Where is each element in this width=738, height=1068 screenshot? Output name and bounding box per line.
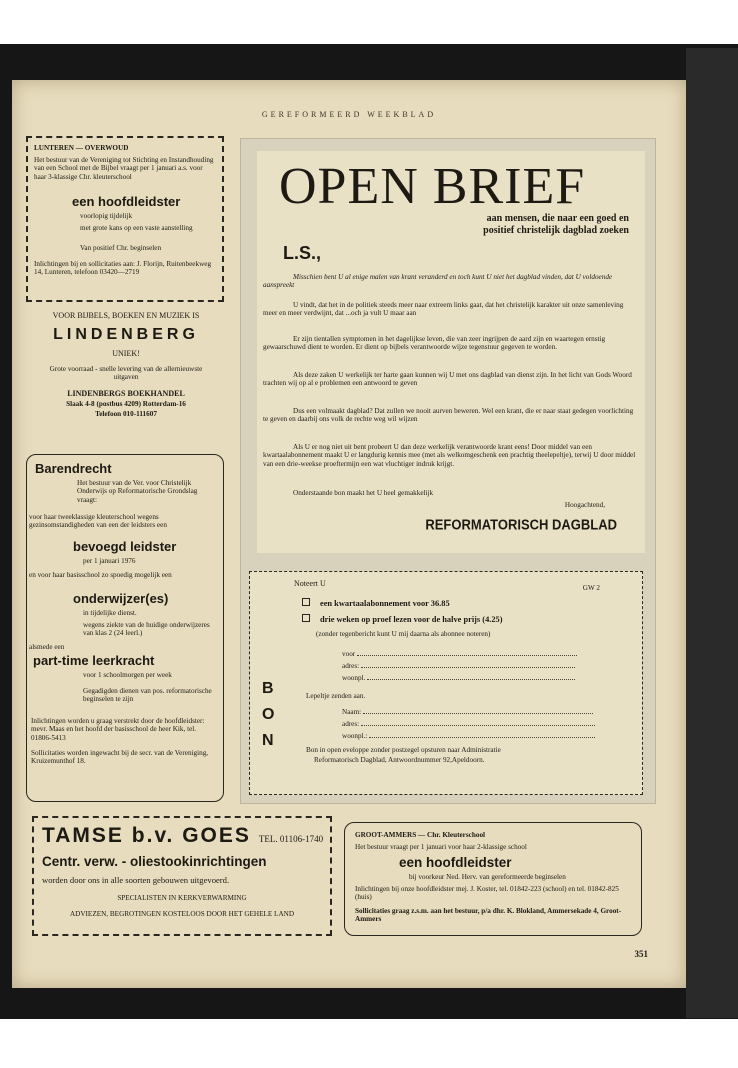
barendrecht-r2a: in tijdelijke dienst.	[83, 609, 137, 617]
tamse-ad	[32, 816, 332, 936]
lunteren-l1: voorlopig tijdelijk	[80, 212, 133, 220]
bon-option-kwartaal[interactable]	[302, 598, 450, 608]
bon-footer2: Reformatorisch Dagblad, Antwoordnummer 92,Apeldoorn.	[314, 756, 485, 764]
barendrecht-solicit: Sollicitaties worden ingewacht bij de secr. van de Vereniging, Kruizemunthof 18.	[31, 749, 209, 766]
open-brief-ad	[240, 138, 656, 804]
lindenberg-tel: Telefoon 010-111607	[95, 410, 157, 419]
bon-field-woonpl2-line[interactable]	[369, 737, 595, 738]
lindenberg-ad	[26, 312, 226, 452]
bon-letter-b: B	[262, 680, 274, 697]
barendrecht-role2: onderwijzer(es)	[73, 591, 169, 606]
barendrecht-date1: per 1 januari 1976	[83, 557, 136, 565]
bon-field-voor-line[interactable]	[357, 655, 577, 656]
bon-letter-o: O	[262, 706, 275, 723]
bon-field-voor[interactable]	[342, 650, 577, 658]
tamse-line1: Centr. verw. - oliestookinrichtingen	[42, 854, 267, 869]
open-brief-letter	[257, 151, 645, 553]
tamse-line3: SPECIALISTEN IN KERKVERWARMING	[117, 894, 247, 902]
lindenberg-name: LINDENBERG	[53, 326, 199, 344]
barendrecht-info: Inlichtingen worden u graag verstrekt door de hoofdleidster: mevr. Maas en het hoofd der basisschool de heer Kik, tel. 01806-5413	[31, 717, 205, 742]
bon-option-proef[interactable]	[302, 614, 503, 624]
bon-field-naam-line[interactable]	[363, 713, 593, 714]
barendrecht-role3: part-time leerkracht	[33, 653, 155, 668]
bon-field-woonpl2-label: woonpl.:	[342, 732, 368, 740]
bon-field-adres-line[interactable]	[361, 667, 575, 668]
bon-field-adres-label: adres:	[342, 662, 360, 670]
checkbox-icon[interactable]	[302, 598, 310, 606]
page-number: 351	[634, 949, 648, 959]
open-brief-p2: U vindt, dat het in de politiek steeds meer naar extreem links gaat, dat het christelijk karakter uit onze samenleving meer en meer verdwijnt, dat ...och ja vult U maar aan	[263, 301, 624, 318]
barendrecht-title: Barendrecht	[35, 461, 112, 476]
tamse-header	[42, 824, 323, 848]
bon-field-woonpl-label: woonpl.	[342, 674, 366, 682]
lindenberg-desc: Grote voorraad - snelle levering van de allernieuwste uitgaven	[49, 364, 203, 382]
bon-option-kwartaal-label: een kwartaalabonnement voor 36.85	[320, 599, 450, 608]
lindenberg-top: VOOR BIJBELS, BOEKEN EN MUZIEK IS	[52, 311, 200, 320]
barendrecht-r2b: wegens ziekte van de huidige onderwijzeres van klas 2 (24 leerl.)	[83, 621, 210, 638]
bon-field-adres[interactable]	[342, 662, 575, 670]
groot-ammers-role: een hoofdleidster	[399, 855, 512, 870]
bon-footer1: Bon in open eveloppe zonder postzegel opsturen naar Administratie	[306, 746, 501, 754]
lunteren-l3: Van positief Chr. beginselen	[80, 244, 162, 252]
bon-note: (zonder tegenbericht kunt U mij daarna als abonnee noteren)	[316, 630, 491, 638]
bon-field-adres2-label: adres:	[342, 720, 360, 728]
checkbox-icon[interactable]	[302, 614, 310, 622]
groot-ammers-intro: Het bestuur vraagt per 1 januari voor haar 2-klassige school	[355, 843, 527, 851]
newspaper-page	[12, 80, 686, 988]
lindenberg-uniek: UNIEK!	[112, 349, 140, 359]
bon-field-naam[interactable]	[342, 708, 593, 716]
bon-field-woonpl2[interactable]	[342, 732, 595, 740]
barendrecht-also: alsmede een	[29, 643, 65, 651]
lunteren-l2: met grote kans op een vaste aanstelling	[80, 224, 193, 232]
open-brief-p4: Als deze zaken U werkelijk ter harte gaan kunnen wij U met ons dagblad van dienst zijn. In het licht van Gods Woord trachten wij op al e problemen een antwoord te geven	[263, 371, 632, 388]
bon-code: GW 2	[582, 584, 600, 592]
bon-field-naam-label: Naam:	[342, 708, 362, 716]
bon-noteer: Noteert U	[294, 579, 326, 588]
tamse-line4: ADVIEZEN, BEGROTINGEN KOSTELOOS DOOR HET GEHELE LAND	[69, 910, 295, 918]
open-brief-p5: Dus een volmaakt dagblad? Dat zullen we nooit aurven beweren. Wel een krant, die er naar staat gedegen voorlichting te geven en daarbij ons volk de rechte weg wil wijzen	[263, 407, 634, 424]
bon-field-voor-label: voor	[342, 650, 356, 658]
bon-coupon[interactable]	[249, 571, 643, 795]
tamse-tel: TEL. 01106-1740	[258, 834, 324, 844]
bon-field-adres2[interactable]	[342, 720, 595, 728]
barendrecht-r3b: Gegadigden dienen van pos. reformatorische beginselen te zijn	[83, 687, 212, 704]
bon-letter-n: N	[262, 732, 274, 749]
groot-ammers-title: GROOT-AMMERS — Chr. Kleuterschool	[355, 831, 486, 839]
open-brief-title: OPEN BRIEF	[279, 158, 586, 215]
lunteren-intro: Het bestuur van de Vereniging tot Stichting en Instandhouding van een School met de Bijbel vraagt per 1 januari a.s. voor haar 3-klassige Chr. kleuterschool	[34, 156, 214, 181]
groot-ammers-info: Inlichtingen bij onze hoofdleidster mej. J. Koster, tel. 01842-223 (school) en tel. 01842-825 (huis)	[355, 885, 619, 902]
groot-ammers-solicit: Sollicitaties graag z.s.m. aan het bestuur, p/a dhr. K. Blokland, Ammersekade 4, Groot-Ammers	[355, 907, 622, 924]
barendrecht-r3a: voor 1 schoolmorgen per week	[83, 671, 172, 679]
bon-lepeltje: Lepeltje zenden aan.	[306, 692, 366, 700]
lunteren-title: LUNTEREN — OVERWOUD	[34, 144, 129, 152]
open-brief-p3: Er zijn tientallen symptomen in het dagelijkse leven, die van zeer ingrijpen de aard zijn en waartegen ernstig gewaarschuwd dient te worden. Er dient op bijbels verantwoorde wijze tegenstuur gegeven te worden.	[263, 335, 606, 352]
tamse-name: TAMSE b.v. GOES	[42, 824, 251, 847]
lunteren-role: een hoofdleidster	[72, 194, 181, 209]
page-header: GEREFORMEERD WEEKBLAD	[261, 110, 437, 119]
lunteren-info: Inlichtingen bij en sollicitaties aan: J. Florijn, Ruitenbeekweg 14, Lunteren, telefoon 03420—2719	[34, 260, 212, 277]
barendrecht-need1: voor haar tweeklassige kleuterschool wegens gezinsomstandigheden van een der leidsters een	[29, 513, 167, 530]
groot-ammers-ad	[344, 822, 642, 936]
barendrecht-role1: bevoegd leidster	[73, 539, 177, 554]
open-brief-sub2: positief christelijk dagblad zoeken	[483, 225, 629, 236]
open-brief-ls: L.S.,	[283, 243, 322, 263]
bon-field-woonpl-line[interactable]	[367, 679, 575, 680]
lindenberg-shop: LINDENBERGS BOEKHANDEL	[67, 388, 185, 398]
barendrecht-ad	[26, 454, 224, 802]
open-brief-p6: Als U er nog niet uit bent probeert U dan deze werkelijk verantwoorde krant eens! Door middel van een kwartaalabonnement maakt U er langdurig kennis mee (met als welkomgeschenk een prachtig theelepeltje), terwij U door middel van een drie-weekse proeftermijn een wat vluchtiger indruk krijgt.	[263, 443, 636, 468]
tamse-line2: worden door ons in alle soorten gebouwen uitgevoerd.	[42, 875, 230, 885]
bon-option-proef-label: drie weken op proef lezen voor de halve prijs (4.25)	[320, 615, 503, 624]
lunteren-ad	[26, 136, 224, 302]
open-brief-sign: REFORMATORISCH DAGBLAD	[425, 515, 617, 534]
lindenberg-addr: Slaak 4-8 (postbus 4209) Rotterdam-16	[66, 400, 186, 409]
open-brief-sub1: aan mensen, die naar een goed en	[486, 213, 629, 224]
open-brief-p7: Onderstaande bon maakt het U heel gemakkelijk	[293, 489, 434, 497]
open-brief-greet: Hoogachtend,	[564, 501, 605, 509]
groot-ammers-pref: bij voorkeur Ned. Herv. van gereformeerde beginselen	[409, 873, 566, 881]
barendrecht-need2: en voor haar basisschool zo spoedig mogelijk een	[29, 571, 172, 579]
open-brief-p1: Misschien bent U al enige malen van krant veranderd en toch kunt U niet het dagblad vinden, dat U voldoende aanspreekt	[263, 273, 613, 290]
bon-field-adres2-line[interactable]	[361, 725, 595, 726]
barendrecht-intro: Het bestuur van de Ver. voor Christelijk Onderwijs op Reformatorische Grondslag vraagt:	[77, 479, 198, 504]
scan-edge	[686, 48, 738, 1018]
bon-field-woonpl[interactable]	[342, 674, 575, 682]
